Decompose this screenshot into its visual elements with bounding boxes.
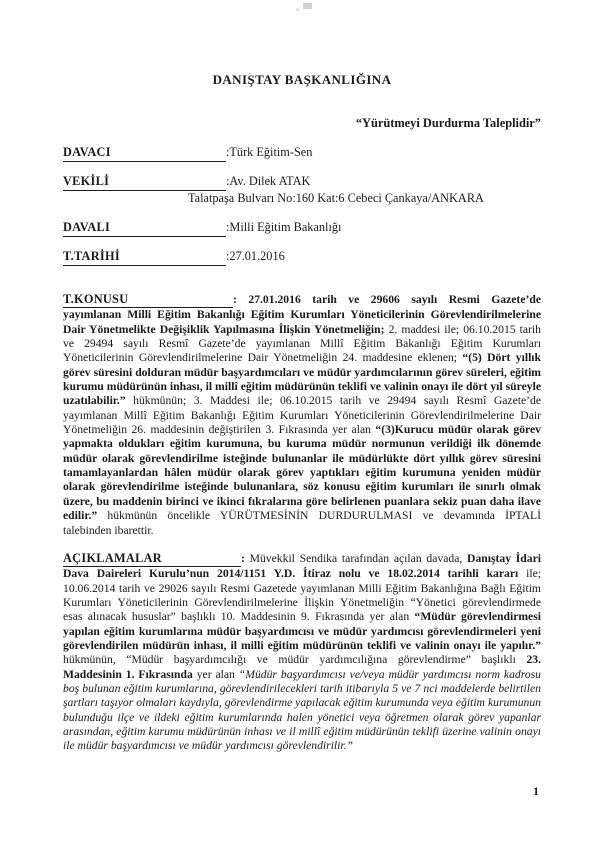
party-label-vekili: VEKİLİ — [63, 174, 226, 191]
text-segment: “Müdür başyardımcısı ve/veya müdür yardımcısı norm kadrosu boş bulunan eğitim kurumlarına, görevlendirilecekleri tarih itibarıyla 5 ve 7 nci maddelerde belirtilen şartları taşıyor olmaları kaydıyla, görevlendirme yapılacak eğitim kurumunda veya eğitim kurumunun bulunduğu ilçe ve ildeki eğitim kurumlarında halen yönetici veya öğretmen olarak görev yapanlar arasından, eğitim kurumu müdürünün inhası ve il millî eğitim müdürünün teklifi üzerine valinin onayı ile müdür başyardımcısı ve müdür yardımcısı görevlendirilir.” — [63, 667, 542, 753]
subject-label: T.KONUSU — [63, 292, 233, 308]
subject-colon: : — [233, 293, 249, 306]
text-segment: yer alan — [196, 667, 239, 681]
party-label-tarihi: T.TARİHİ — [63, 249, 226, 266]
party-value-vekili: :Av. Dilek ATAK — [226, 174, 311, 188]
text-segment: Danıştay İdari Dava Daireleri Kurulu’nun 2014/1151 Y.D. İtiraz nolu ve 18.02.2014 tarihli kararı — [63, 551, 541, 581]
party-label-davali: DAVALI — [63, 220, 226, 237]
subject-text — [63, 293, 541, 537]
party-row-tarihi — [63, 249, 541, 266]
explanations-paragraph — [63, 551, 541, 754]
text-segment: 23. Maddesinin 1. Fıkrasında — [63, 653, 541, 681]
page-number: 1 — [533, 784, 539, 798]
party-label-davaci: DAVACI — [63, 145, 226, 162]
party-row-vekili — [63, 174, 541, 191]
party-value-davaci: :Türk Eğitim-Sen — [226, 145, 313, 159]
explanations-label: AÇIKLAMALAR — [63, 551, 241, 567]
party-value-davali: :Milli Eğitim Bakanlığı — [226, 220, 342, 234]
text-segment: 27.01.2016 tarih ve 29606 sayılı Resmi Gazete’de yayımlanan Milli Eğitim Bakanlığı Eğitim Kurumları Yöneticilerinin Görevlendirilmelerine Dair Yönetmelikte Değişiklik Yapılmasına İlişkin Yönetmeliğin; — [63, 293, 541, 336]
text-segment: ile; 10.06.2014 tarih ve 29026 sayılı Resmi Gazetede yayımlanan Milli Eğitim Bakanlığına Bağlı Eğitim Kurumları Yöneticilerinin Görevlendirilmelerine İlişkin Yönetmeliğin “Yönetici görevlendirmede esas alınacak hususlar” başlıklı 10. Maddesinin 9. Fıkrasında yer alan — [63, 567, 541, 624]
subject-paragraph — [63, 292, 541, 538]
text-segment: 2. maddesi ile; 06.10.2015 tarih ve 29494 sayılı Resmî Gazete’de yayımlanan Millî Eğitim Bakanlığı Eğitim Kurumları Yöneticilerinin Görevlendirilmelerine Dair Yönetmeliğin 24. maddesine eklenen; — [63, 322, 541, 365]
vekili-address: Talatpaşa Bulvarı No:160 Kat:6 Cebeci Çankaya/ANKARA — [188, 191, 484, 205]
text-segment: hükmünün, “Müdür başyardımcılığı ve müdür yardımcılığına görevlendirme” başlıklı — [63, 653, 527, 667]
text-segment: Müvekkil Sendika tarafından açılan davada, — [249, 551, 468, 565]
party-row-davali — [63, 220, 541, 237]
explanations-text — [63, 552, 541, 752]
text-segment: hükmünün; 3. Maddesi ile; 06.10.2015 tarih ve 29494 sayılı Resmî Gazete’de yayımlanan Millî Eğitim Bakanlığı Eğitim Kurumları Yöneticilerinin Görevlendirilmelerine Dair Yönetmeliğin 26. maddesinin değiştirilen 3. Fıkrasında yer alan — [63, 394, 541, 437]
text-segment: “(5) Dört yıllık görev süresini dolduran müdür başyardımcıları ve müdür yardımcılarının görev süreleri, eğitim kurumu müdürünün inhası, il millî eğitim müdürünün teklifi ve valinin onayı ile dört yıl süreyle uzatılabilir.” — [63, 351, 542, 408]
document-title: DANIŞTAY BAŞKANLIĞINA — [212, 72, 392, 87]
text-segment: “Müdür görevlendirmesi yapılan eğitim kurumlarına müdür başyardımcısı ve müdür yardımcısı görevlendirmeleri yeni görevlendirilen müdürün inhası, il milli eğitim müdürünün teklifi ve valinin onayı ile yapılır.” — [63, 610, 541, 652]
party-rows — [63, 145, 541, 266]
document-content — [63, 0, 541, 754]
party-value-tarihi: :27.01.2016 — [226, 249, 285, 263]
plea-note: “Yürütmeyi Durdurma Taleplidir” — [355, 116, 541, 130]
text-segment: hükmünün öncelikle YÜRÜTMESİNİN DURDURULMASI ve devamında İPTALİ talebinden ibarettir. — [63, 509, 541, 537]
text-segment: “(3)Kurucu müdür olarak görev yapmakta oldukları eğitim kurumuna, bu kuruma müdür normunun verildiği ilk dönemde müdür olarak görevlendirilme isteğinde bulunanlar ile müdürlükte dört yıllık görev süresini tamamlayanlardan hâlen müdür olarak görev yaptıkları eğitim kurumuna yeniden müdür olarak görevlendirilme isteğinde bulunanlara, söz konusu eğitim kurumları ile sınırlı olmak üzere, bu maddenin birinci ve ikinci fıkralarına göre belirlenen puanlara sekiz puan daha ilave edilir.” — [63, 423, 541, 523]
party-row-davaci — [63, 145, 541, 162]
explanations-colon: : — [241, 551, 250, 565]
